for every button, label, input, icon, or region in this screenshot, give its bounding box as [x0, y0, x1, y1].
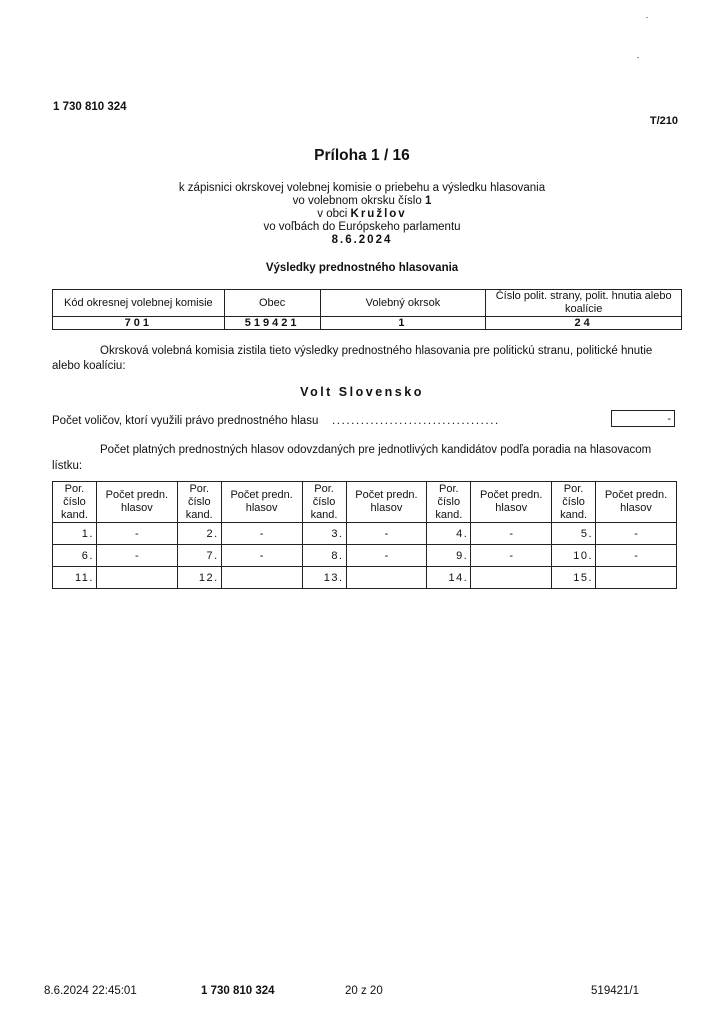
candidate-number: 10.: [552, 545, 596, 567]
col-header-line: hlasov: [245, 502, 278, 514]
candidates-intro: [52, 442, 672, 474]
header-table: [52, 289, 682, 330]
candidate-number: 6.: [53, 545, 97, 567]
scan-speck: [637, 57, 639, 58]
candidate-number: 2.: [177, 523, 221, 545]
district-label: vo volebnom okrsku číslo: [292, 195, 422, 207]
col-header-line: Počet predn.: [355, 489, 418, 501]
candidate-number: 12.: [177, 567, 221, 589]
col-header-line: číslo: [437, 495, 461, 508]
subtitle-line-1: k zápisnici okrskovej volebnej komisie o priebehu a výsledku hlasovania: [178, 182, 546, 194]
col-header-line: kand.: [560, 508, 588, 521]
candidate-votes: [596, 567, 677, 589]
candidate-votes: -: [596, 545, 677, 567]
footer-document-id: 1 730 810 324: [201, 985, 275, 997]
footer-timestamp: 8.6.2024 22:45:01: [44, 985, 137, 997]
footer-page-number: 20 z 20: [345, 985, 383, 997]
municipality-name: Kružlov: [350, 208, 407, 220]
col-header-line: hlasov: [370, 502, 403, 514]
value-district: 1: [320, 317, 486, 330]
candidate-number: 7.: [177, 545, 221, 567]
preferential-voters-label: Počet voličov, ktorí využili právo prednostného hlasu: [52, 415, 319, 427]
col-header-candidate-number: [177, 482, 221, 523]
page-title: Príloha 1 / 16: [314, 147, 410, 164]
header-cell-municipality: Obec: [224, 290, 320, 317]
col-header-line: hlasov: [620, 502, 652, 514]
table-row: [53, 545, 677, 567]
col-header-line: kand.: [435, 508, 463, 521]
intro-paragraph: [52, 344, 682, 374]
municipality-label: v obci: [317, 208, 348, 220]
candidate-votes: -: [346, 523, 427, 545]
subtitle-line-3: [0, 208, 724, 220]
col-header-line: Por.: [189, 482, 210, 495]
candidate-votes: [346, 567, 427, 589]
col-header-preferential-votes: [596, 482, 677, 523]
col-header-line: číslo: [187, 495, 211, 508]
candidate-number: 13.: [302, 567, 346, 589]
candidate-votes: [471, 567, 552, 589]
candidate-votes: -: [221, 545, 302, 567]
col-header-preferential-votes: [221, 482, 302, 523]
candidate-votes: -: [596, 523, 677, 545]
col-header-line: Por.: [563, 482, 584, 495]
intro-text: Okrsková volebná komisia zistila tieto výsledky prednostného hlasovania pre politickú stranu, politické hnutie alebo koalíciu:: [52, 345, 653, 372]
candidate-votes: -: [96, 545, 177, 567]
col-header-line: Počet predn.: [230, 489, 293, 501]
form-code: T/210: [649, 115, 678, 127]
header-cell-party-number: Číslo polit. strany, polit. hnutia alebo koalície: [486, 290, 682, 317]
candidate-number: 8.: [302, 545, 346, 567]
candidate-number: 1.: [53, 523, 97, 545]
candidate-votes: -: [471, 523, 552, 545]
col-header-candidate-number: [427, 482, 471, 523]
col-header-candidate-number: [552, 482, 596, 523]
col-header-line: hlasov: [120, 502, 153, 514]
candidate-number: 15.: [552, 567, 596, 589]
col-header-line: číslo: [562, 495, 585, 508]
candidate-number: 4.: [427, 523, 471, 545]
party-name: Volt Slovensko: [300, 385, 424, 399]
candidates-table: [52, 481, 677, 589]
candidate-number: 14.: [427, 567, 471, 589]
value-commission-code: 701: [53, 317, 225, 330]
candidate-number: 5.: [552, 523, 596, 545]
col-header-line: Počet predn.: [604, 489, 668, 501]
header-cell-commission-code: Kód okresnej volebnej komisie: [53, 290, 225, 317]
election-date: 8.6.2024: [331, 234, 393, 246]
table-row: [53, 523, 677, 545]
document-id: 1 730 810 324: [53, 101, 127, 113]
candidate-votes: [221, 567, 302, 589]
candidate-votes: -: [96, 523, 177, 545]
col-header-candidate-number: [302, 482, 346, 523]
subtitle-line-2: [0, 195, 724, 207]
candidate-number: 11.: [53, 567, 97, 589]
footer-reference: 519421/1: [591, 985, 639, 997]
col-header-line: Por.: [314, 482, 334, 495]
col-header-line: Por.: [439, 482, 459, 495]
scan-speck: [646, 17, 648, 18]
leader-dots: ...................................: [332, 415, 500, 427]
col-header-line: kand.: [310, 508, 338, 521]
candidate-votes: [96, 567, 177, 589]
candidate-votes: -: [346, 545, 427, 567]
header-cell-district: Volebný okrsok: [320, 290, 486, 317]
col-header-line: Por.: [64, 482, 85, 495]
col-header-line: hlasov: [495, 502, 528, 514]
col-header-line: kand.: [185, 508, 213, 521]
candidate-votes: -: [221, 523, 302, 545]
candidate-votes: -: [471, 545, 552, 567]
district-number: 1: [424, 195, 432, 207]
col-header-preferential-votes: [346, 482, 427, 523]
col-header-line: kand.: [61, 508, 88, 521]
col-header-preferential-votes: [96, 482, 177, 523]
candidate-number: 3.: [302, 523, 346, 545]
candidates-intro-text: Počet platných prednostných hlasov odovzdaných pre jednotlivých kandidátov podľa poradia na hlasovacom lístku:: [52, 444, 652, 472]
col-header-line: číslo: [63, 495, 86, 508]
col-header-line: Počet predn.: [105, 489, 169, 501]
table-row: [53, 567, 677, 589]
col-header-preferential-votes: [471, 482, 552, 523]
value-municipality: 519421: [224, 317, 320, 330]
col-header-candidate-number: [53, 482, 97, 523]
candidate-number: 9.: [427, 545, 471, 567]
subtitle-line-4: vo voľbách do Európskeho parlamentu: [263, 221, 461, 233]
col-header-line: číslo: [312, 495, 336, 508]
preferential-voters-value: -: [611, 410, 675, 427]
value-party-number: 24: [486, 317, 682, 330]
results-heading: Výsledky prednostného hlasovania: [265, 262, 459, 274]
col-header-line: Počet predn.: [480, 489, 543, 501]
